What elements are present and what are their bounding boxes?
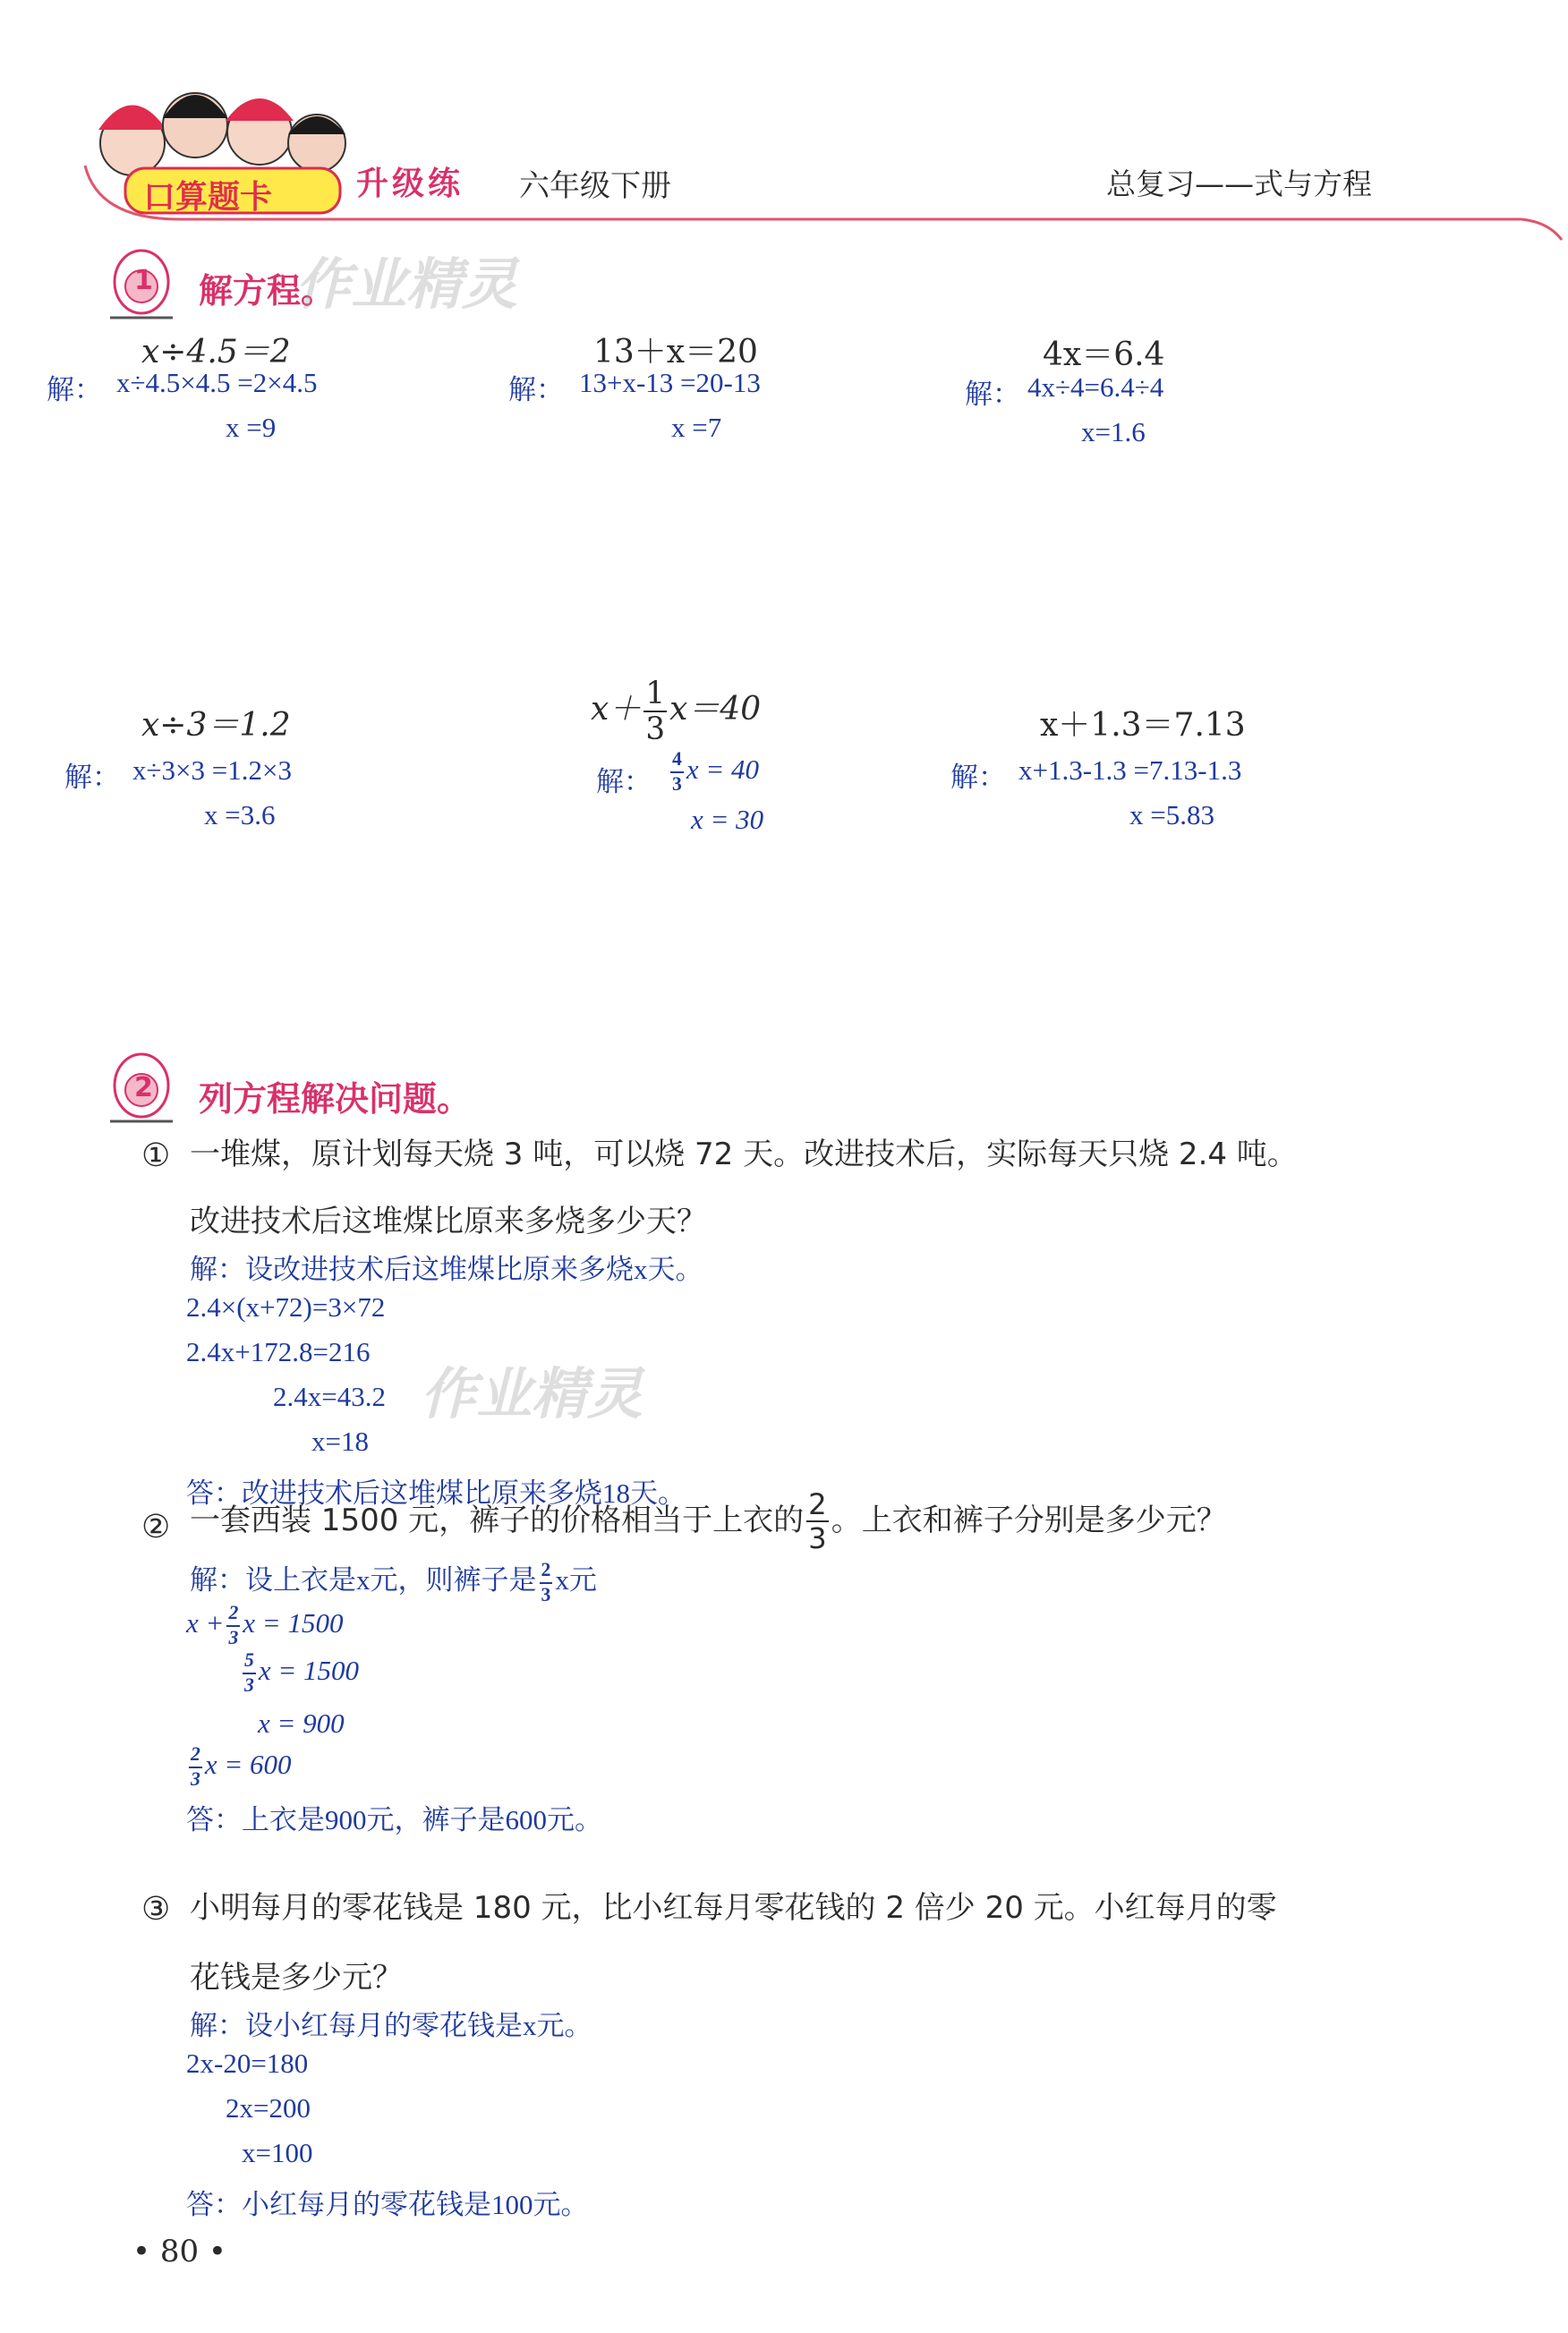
question-1-solution-step4: x=18 bbox=[311, 1426, 369, 1457]
solution-3-label: 解： bbox=[965, 379, 1020, 410]
question-2-step1-numerator: 2 bbox=[226, 1604, 240, 1627]
solution-5-numerator: 4 bbox=[670, 750, 684, 773]
solution-1-step1: x÷4.5×4.5 =2×4.5 bbox=[116, 367, 318, 398]
equation-5 bbox=[591, 676, 762, 748]
question-2-solution-step1 bbox=[186, 1604, 343, 1648]
question-2-step2-fraction bbox=[243, 1651, 256, 1695]
solution-2-label: 解： bbox=[508, 374, 564, 405]
equation-3: 4x＝6.4 bbox=[1043, 336, 1165, 373]
question-2-denominator: 3 bbox=[808, 1521, 827, 1556]
question-1-marker: ① bbox=[141, 1137, 171, 1174]
equation-1: x÷4.5＝2 bbox=[141, 334, 291, 370]
logo-text: 口算题卡 bbox=[143, 179, 273, 216]
question-1-line1: 一堆煤，原计划每天烧 3 吨，可以烧 72 天。改进技术后，实际每天只烧 2.4 吨。 bbox=[190, 1137, 1298, 1172]
question-2-step1-denominator: 3 bbox=[228, 1626, 239, 1648]
section2-title: 列方程解决问题。 bbox=[199, 1079, 472, 1119]
solution-5-label: 解： bbox=[596, 766, 652, 797]
question-3-solution-step1: 2x-20=180 bbox=[186, 2048, 309, 2079]
question-2-answer: 答：上衣是900元，裤子是600元。 bbox=[186, 1804, 602, 1835]
solution-2-step2: x =7 bbox=[671, 412, 722, 443]
solution-4-step1: x÷3×3 =1.2×3 bbox=[132, 754, 292, 786]
question-2-step2-b: x = 1500 bbox=[258, 1654, 360, 1686]
page-number: • 80 • bbox=[132, 2234, 226, 2269]
section1-number: 1 bbox=[134, 265, 153, 296]
question-1-solution-step2: 2.4x+172.8=216 bbox=[186, 1336, 371, 1367]
equation-2: 13＋x＝20 bbox=[593, 334, 758, 370]
question-2-intro-numerator: 2 bbox=[540, 1561, 553, 1584]
solution-1-label: 解： bbox=[47, 374, 102, 405]
question-1-answer: 答：改进技术后这堆煤比原来多烧18天。 bbox=[186, 1477, 686, 1509]
equation-5-part-b: x＝40 bbox=[669, 691, 762, 728]
question-2-step2-denominator: 3 bbox=[244, 1673, 254, 1696]
question-2-numerator: 2 bbox=[808, 1487, 827, 1521]
equation-4: x÷3＝1.2 bbox=[141, 707, 291, 744]
kids-logo-icon bbox=[98, 93, 345, 175]
solution-3-step2: x=1.6 bbox=[1081, 416, 1146, 447]
watermark: 作业精灵 bbox=[295, 251, 518, 317]
solution-1-step2: x =9 bbox=[226, 412, 277, 443]
question-3-solution-step3: x=100 bbox=[242, 2137, 313, 2168]
header-decoration bbox=[0, 0, 1568, 260]
question-3-answer: 答：小红每月的零花钱是100元。 bbox=[186, 2189, 589, 2220]
question-2-text-a: 一套西装 1500 元，裤子的价格相当于上衣的 bbox=[190, 1502, 805, 1538]
question-2-fraction bbox=[806, 1487, 829, 1556]
solution-2-step1: 13+x-13 =20-13 bbox=[579, 367, 761, 398]
solution-3-step1: 4x÷4=6.4÷4 bbox=[1027, 371, 1164, 403]
question-2-solution-step4 bbox=[186, 1745, 292, 1789]
equation-5-fraction bbox=[643, 676, 667, 748]
question-3-solution-intro: 解：设小红每月的零花钱是x元。 bbox=[190, 2010, 592, 2041]
question-2-step2-numerator: 5 bbox=[243, 1651, 256, 1674]
solution-5-fraction bbox=[670, 750, 684, 794]
question-1-solution-intro: 解：设改进技术后这堆煤比原来多烧x天。 bbox=[190, 1254, 703, 1285]
solution-6-step2: x =5.83 bbox=[1129, 799, 1214, 830]
question-2-step4-numerator: 2 bbox=[189, 1745, 202, 1768]
question-2-solution-step2 bbox=[240, 1651, 359, 1695]
question-1-solution-step3: 2.4x=43.2 bbox=[273, 1381, 386, 1412]
question-1-line2: 改进技术后这堆煤比原来多烧多少天？ bbox=[190, 1204, 707, 1239]
solution-4-step2: x =3.6 bbox=[204, 799, 276, 830]
question-1-solution-step1: 2.4×(x+72)=3×72 bbox=[186, 1291, 386, 1323]
question-3-solution-step2: 2x=200 bbox=[226, 2092, 311, 2124]
question-2-step4-fraction bbox=[189, 1745, 202, 1789]
equation-6: x＋1.3＝7.13 bbox=[1040, 707, 1246, 744]
question-2-text bbox=[190, 1487, 1227, 1556]
solution-5-step1 bbox=[668, 750, 759, 794]
question-2-step1-a: x + bbox=[186, 1606, 225, 1639]
question-2-step4-b: x = 600 bbox=[204, 1748, 292, 1780]
question-3-line2: 花钱是多少元？ bbox=[190, 1960, 403, 1996]
question-2-text-b: 。上衣和裤子分别是多少元？ bbox=[831, 1502, 1227, 1538]
grade-label: 六年级下册 bbox=[519, 168, 671, 204]
equation-5-numerator: 1 bbox=[645, 676, 666, 711]
question-2-step4-denominator: 3 bbox=[191, 1767, 200, 1790]
watermark: 作业精灵 bbox=[421, 1361, 643, 1426]
solution-4-label: 解： bbox=[64, 762, 120, 793]
question-2-step1-b: x = 1500 bbox=[243, 1606, 344, 1639]
section2-number: 2 bbox=[134, 1072, 153, 1103]
question-2-step1-fraction bbox=[226, 1604, 240, 1648]
question-2-intro-a: 解：设上衣是x元，则裤子是 bbox=[190, 1564, 537, 1596]
question-3-marker: ③ bbox=[141, 1891, 171, 1928]
solution-5-step1-rest: x = 40 bbox=[686, 753, 760, 785]
solution-6-label: 解： bbox=[950, 762, 1006, 793]
question-2-marker: ② bbox=[141, 1509, 171, 1545]
question-2-intro-fraction bbox=[540, 1561, 553, 1605]
question-2-solution-intro bbox=[190, 1557, 597, 1605]
series-label: 升级练 bbox=[356, 166, 464, 202]
question-3-line1: 小明每月的零花钱是 180 元，比小红每月零花钱的 2 倍少 20 元。小红每月的零 bbox=[190, 1890, 1277, 1926]
section1-title: 解方程。 bbox=[199, 271, 336, 311]
question-2-intro-b: x元 bbox=[555, 1564, 597, 1596]
solution-5-step2: x = 30 bbox=[691, 804, 764, 835]
question-2-solution-step3: x = 900 bbox=[258, 1707, 345, 1739]
question-2-intro-denominator: 3 bbox=[541, 1583, 551, 1605]
equation-5-part-a: x＋ bbox=[591, 691, 642, 728]
chapter-label: 总复习——式与方程 bbox=[1106, 166, 1372, 201]
equation-5-denominator: 3 bbox=[645, 711, 666, 748]
solution-5-denominator: 3 bbox=[672, 772, 682, 795]
solution-6-step1: x+1.3-1.3 =7.13-1.3 bbox=[1018, 754, 1242, 786]
